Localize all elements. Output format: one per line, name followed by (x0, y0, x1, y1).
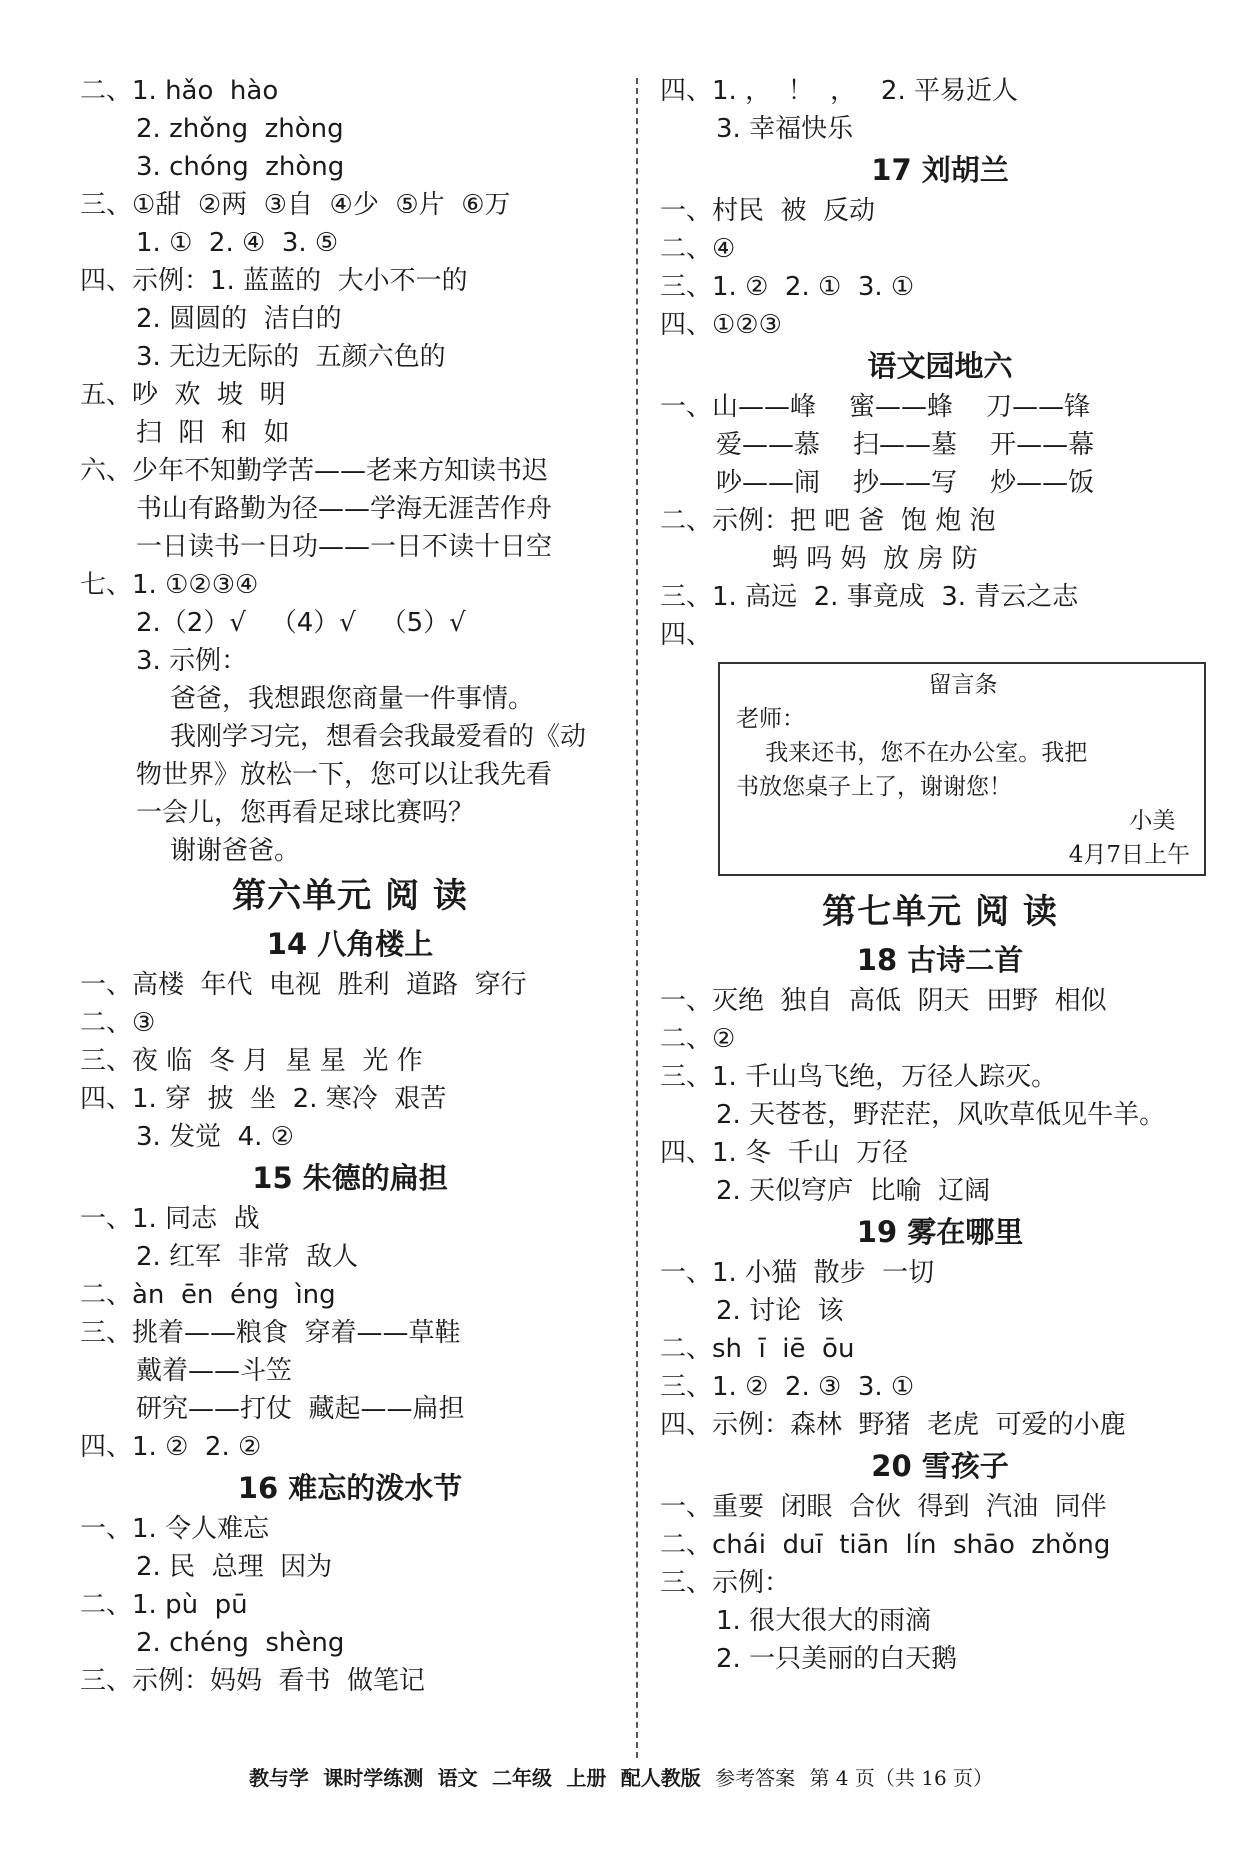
answer-line: 扫 阳 和 如 (136, 418, 290, 448)
answer-line: 一会儿，您再看足球比赛吗？ (136, 798, 475, 828)
answer-line: 三、挑着——粮食 穿着——草鞋 (80, 1318, 461, 1348)
page-footer (0, 1763, 1250, 1793)
note-title: 留言条 (928, 672, 998, 698)
answer-line: 2. 讨论 该 (716, 1296, 844, 1326)
footer-grade: 二年级 (492, 1766, 553, 1790)
lesson-heading: 18 古诗二首 (856, 943, 1024, 977)
answer-line: 四、 (660, 620, 713, 650)
answer-line: 三、1. 高远 2. 事竟成 3. 青云之志 (660, 582, 1079, 612)
answer-line: 二、④ (660, 234, 736, 264)
answer-line: 戴着——斗笠 (136, 1356, 293, 1386)
answer-line: 爸爸，我想跟您商量一件事情。 (170, 684, 535, 714)
lesson-heading: 17 刘胡兰 (871, 153, 1009, 187)
answer-line: 四、①②③ (660, 310, 782, 340)
answer-line: 二、chái duī tiān lín shāo zhǒng (660, 1530, 1111, 1560)
answer-line: 一日读书一日功——一日不读十日空 (136, 532, 553, 562)
right-column-top (660, 72, 1220, 654)
answer-line: 六、少年不知勤学苦——老来方知读书迟 (80, 456, 549, 486)
lesson-heading: 语文园地六 (867, 349, 1013, 383)
answer-line: 一、山——峰 蜜——蜂 刀——锋 (660, 392, 1091, 422)
answer-line: 二、sh ī iē ōu (660, 1334, 855, 1364)
answer-line: 物世界》放松一下，您可以让我先看 (136, 760, 553, 790)
note-salutation: 老师： (736, 706, 805, 732)
footer-edition: 配人教版 (620, 1766, 701, 1790)
answer-line: 四、1. ② 2. ② (80, 1432, 262, 1462)
column-divider (636, 78, 638, 1758)
answer-line: 二、1. hǎo hào (80, 76, 279, 106)
answer-line: 爱——慕 扫——墓 开——幕 (716, 430, 1095, 460)
answer-line: 二、② (660, 1024, 736, 1054)
answer-line: 3. 示例： (136, 646, 248, 676)
answer-line: 2. 天苍苍，野茫茫，风吹草低见牛羊。 (716, 1100, 1166, 1130)
answer-line: 一、1. 令人难忘 (80, 1514, 270, 1544)
answer-line: 2.（2）√ （4）√ （5）√ (136, 608, 466, 638)
answer-line: 3. 幸福快乐 (716, 114, 854, 144)
answer-line: 一、1. 小猫 散步 一切 (660, 1258, 935, 1288)
lesson-heading: 20 雪孩子 (871, 1449, 1009, 1483)
message-note (718, 662, 1206, 876)
answer-line: 二、③ (80, 1008, 156, 1038)
answer-line: 一、村民 被 反动 (660, 196, 876, 226)
answer-line: 七、1. ①②③④ (80, 570, 259, 600)
note-date: 4月7日上午 (1068, 842, 1190, 868)
answer-line: 五、吵 欢 坡 明 (80, 380, 286, 410)
unit-heading: 第七单元 阅 读 (822, 892, 1058, 932)
answer-line: 四、1. 冬 千山 万径 (660, 1138, 909, 1168)
answer-line: 吵——闹 抄——写 炒——饭 (716, 468, 1095, 498)
answer-line: 2. 圆圆的 洁白的 (136, 304, 342, 334)
answer-line: 书山有路勤为径——学海无涯苦作舟 (136, 494, 553, 524)
answer-line: 一、重要 闭眼 合伙 得到 汽油 同伴 (660, 1492, 1107, 1522)
answer-line: 三、①甜 ②两 ③自 ④少 ⑤片 ⑥万 (80, 190, 511, 220)
answer-line: 2. 红军 非常 敌人 (136, 1242, 359, 1272)
answer-line: 研究——打仗 藏起——扁担 (136, 1394, 465, 1424)
note-body-line: 书放您桌子上了，谢谢您！ (736, 774, 1012, 800)
answer-line: 2. chéng shèng (136, 1628, 345, 1658)
right-column (660, 72, 1220, 1678)
answer-line: 二、àn ēn éng ìng (80, 1280, 336, 1310)
footer-section: 参考答案 (715, 1766, 796, 1790)
unit-heading: 第六单元 阅 读 (232, 876, 468, 916)
answer-line: 四、1. ， ！ ， 2. 平易近人 (660, 76, 1018, 106)
answer-line: 1. 很大很大的雨滴 (716, 1606, 932, 1636)
answer-line: 三、示例：妈妈 看书 做笔记 (80, 1666, 426, 1696)
answer-line: 2. 一只美丽的白天鹅 (716, 1644, 958, 1674)
answer-line: 四、示例：1. 蓝蓝的 大小不一的 (80, 266, 468, 296)
answer-line: 三、1. ② 2. ① 3. ① (660, 272, 915, 302)
footer-volume: 上册 (566, 1766, 607, 1790)
answer-line: 我刚学习完，想看会我最爱看的《动 (170, 722, 587, 752)
answer-line: 三、示例： (660, 1568, 791, 1598)
answer-line: 3. 无边无际的 五颜六色的 (136, 342, 446, 372)
answer-line: 二、示例：把 吧 爸 饱 炮 泡 (660, 506, 996, 536)
footer-series: 课时学练测 (323, 1766, 424, 1790)
footer-brand: 教与学 (248, 1766, 309, 1790)
lesson-heading: 15 朱德的扁担 (252, 1161, 448, 1195)
answer-line: 二、1. pù pū (80, 1590, 248, 1620)
answer-line: 一、灭绝 独自 高低 阴天 田野 相似 (660, 986, 1107, 1016)
answer-line: 四、示例：森林 野猪 老虎 可爱的小鹿 (660, 1410, 1126, 1440)
answer-line: 3. 发觉 4. ② (136, 1122, 294, 1152)
answer-line: 蚂 吗 妈 放 房 防 (772, 544, 978, 574)
footer-page-number: 第 4 页（共 16 页） (809, 1766, 994, 1790)
lesson-heading: 16 难忘的泼水节 (237, 1471, 463, 1505)
answer-line: 四、1. 穿 披 坐 2. 寒冷 艰苦 (80, 1084, 447, 1114)
answer-line: 一、高楼 年代 电视 胜利 道路 穿行 (80, 970, 527, 1000)
answer-line: 三、1. 千山鸟飞绝，万径人踪灭。 (660, 1062, 1058, 1092)
lesson-heading: 14 八角楼上 (266, 927, 434, 961)
answer-line: 三、1. ② 2. ③ 3. ① (660, 1372, 915, 1402)
lesson-heading: 19 雾在哪里 (856, 1215, 1024, 1249)
footer-subject: 语文 (437, 1766, 478, 1790)
answer-line: 2. zhǒng zhòng (136, 114, 344, 144)
answer-line: 3. chóng zhòng (136, 152, 345, 182)
answer-line: 2. 天似穹庐 比喻 辽阔 (716, 1176, 991, 1206)
answer-line: 一、1. 同志 战 (80, 1204, 260, 1234)
answer-line: 2. 民 总理 因为 (136, 1552, 333, 1582)
left-column (80, 72, 620, 1700)
note-body-line: 我来还书，您不在办公室。我把 (736, 740, 1088, 766)
answer-line: 三、夜 临 冬 月 星 星 光 作 (80, 1046, 423, 1076)
note-signer: 小美 (1129, 808, 1190, 834)
right-column-bottom (660, 886, 1220, 1678)
answer-line: 谢谢爸爸。 (170, 836, 301, 866)
answer-line: 1. ① 2. ④ 3. ⑤ (136, 228, 339, 258)
